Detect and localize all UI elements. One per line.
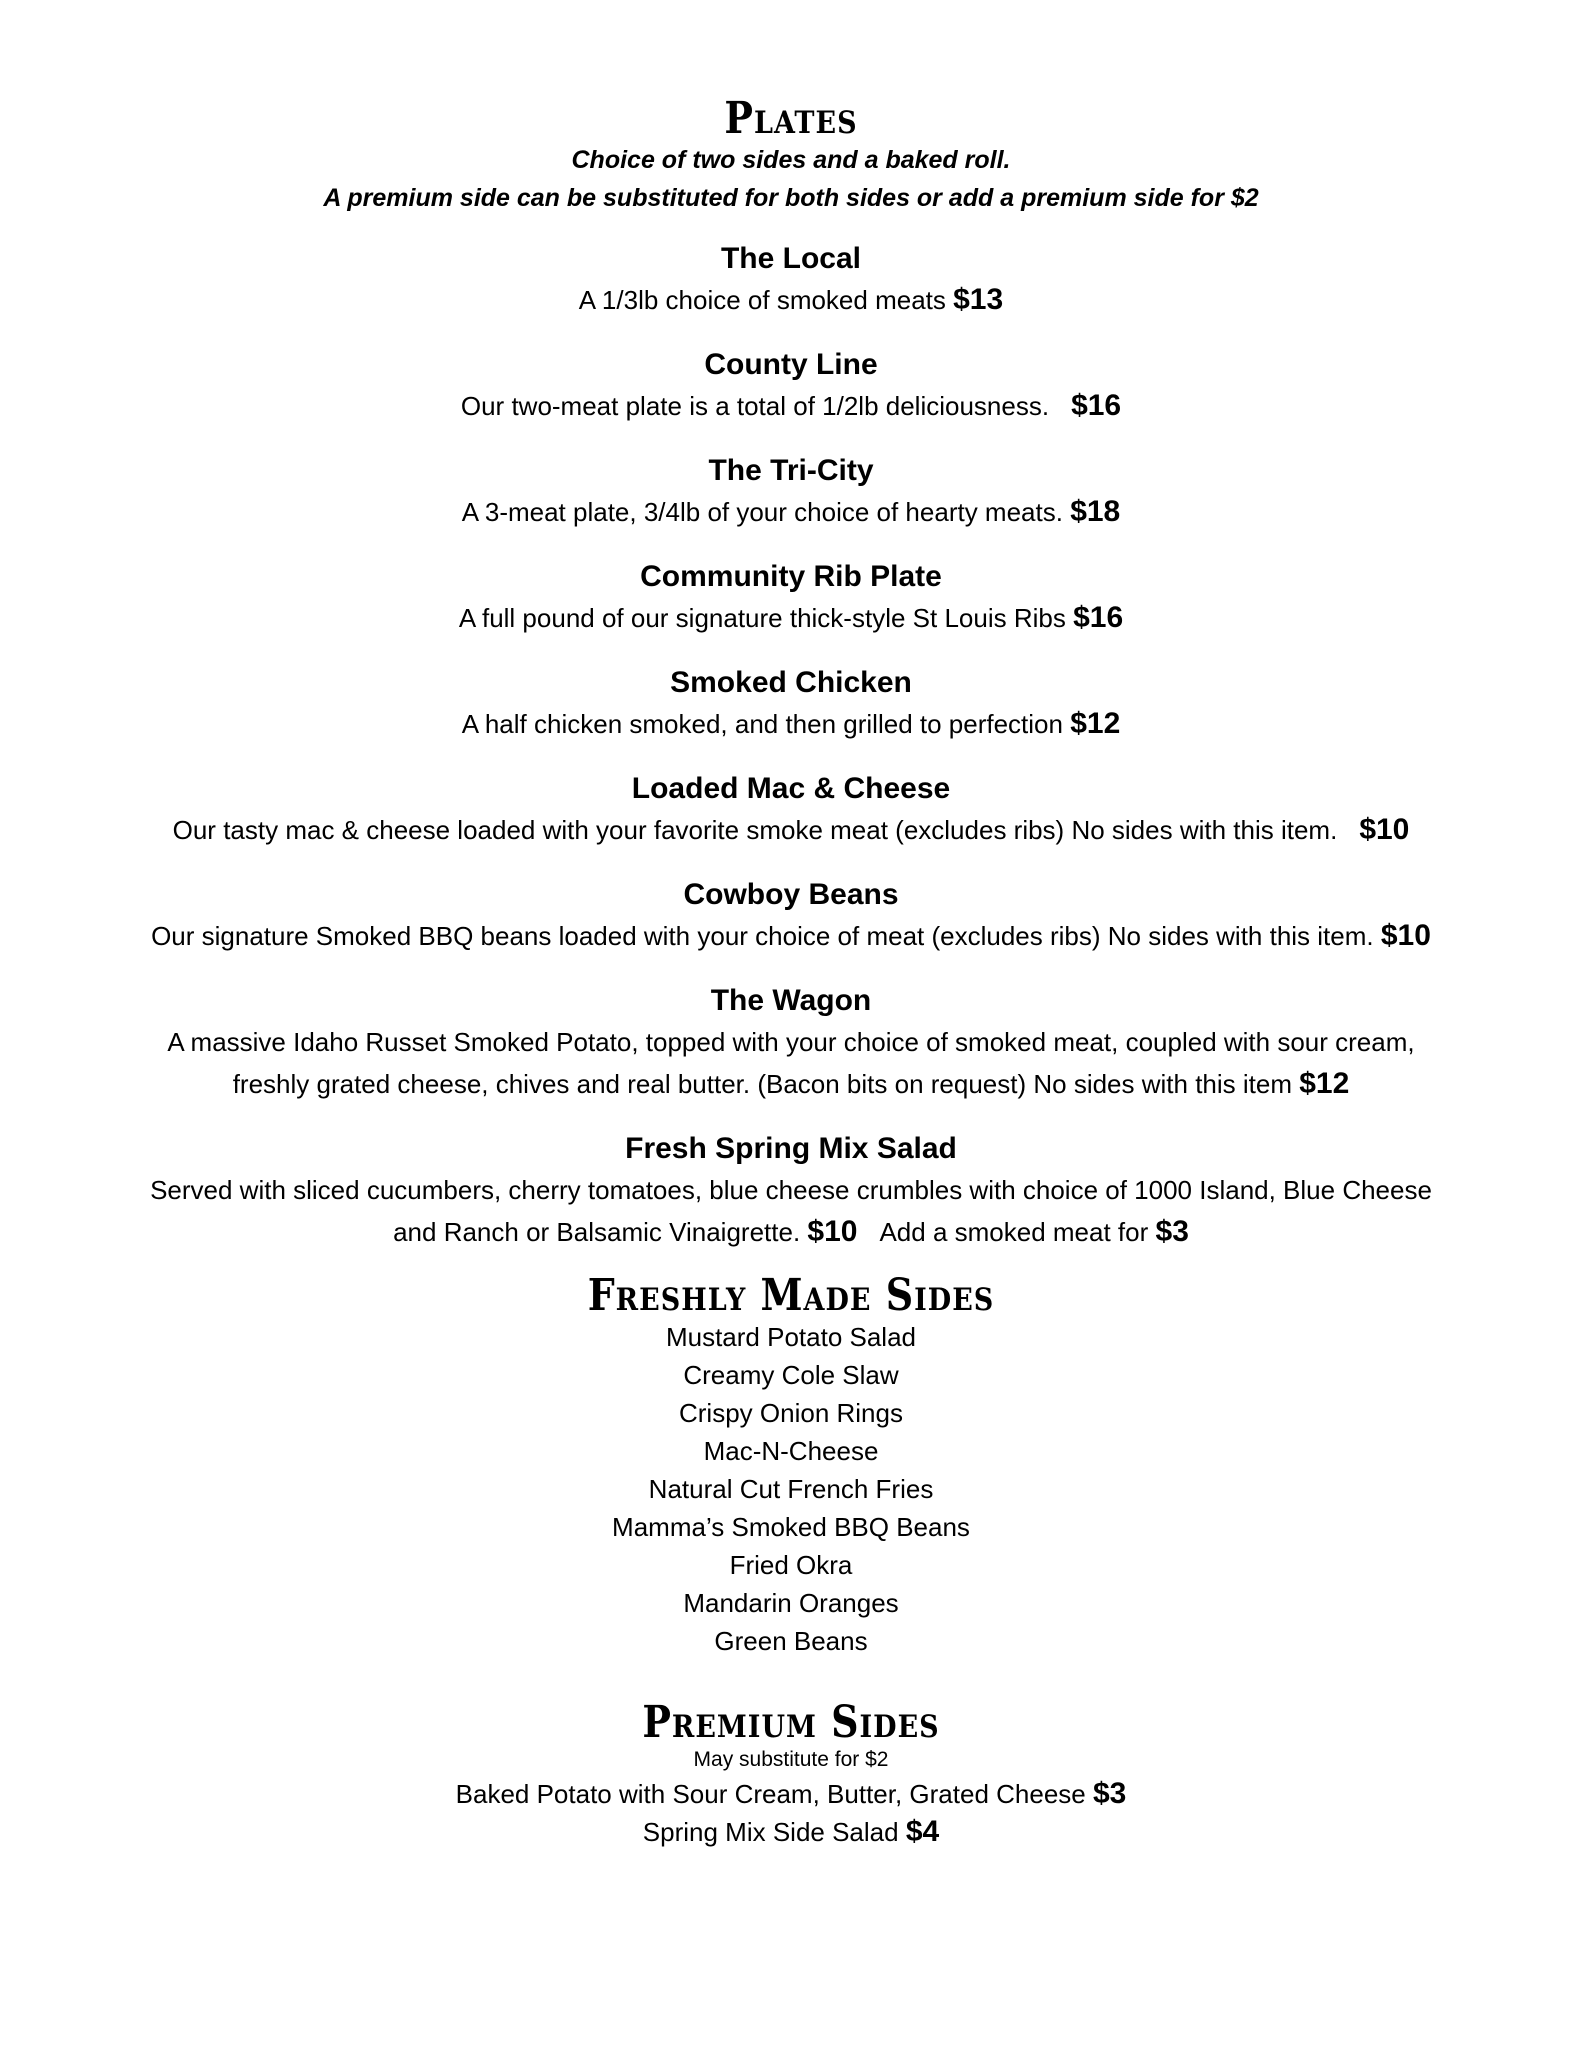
- plates-section: [0, 91, 1582, 1253]
- side-item: Crispy Onion Rings: [679, 1398, 903, 1428]
- item-name: The Wagon: [710, 984, 872, 1017]
- item-price: $12: [1070, 707, 1121, 740]
- freshly-made-sides-section: [0, 1268, 1582, 1660]
- side-item: Mandarin Oranges: [683, 1588, 899, 1618]
- item-name: Cowboy Beans: [683, 878, 899, 911]
- item-name: The Local: [720, 242, 862, 275]
- item-description: A full pound of our signature thick-style St Louis Ribs $16: [458, 601, 1124, 634]
- menu-item-the-wagon: [0, 981, 1582, 1105]
- item-price: $10: [807, 1215, 858, 1248]
- item-price: $16: [1071, 389, 1122, 422]
- item-name: Smoked Chicken: [670, 666, 912, 699]
- side-item: Mustard Potato Salad: [665, 1322, 917, 1352]
- side-item: Mamma’s Smoked BBQ Beans: [612, 1512, 970, 1542]
- item-name: Community Rib Plate: [640, 560, 942, 593]
- premium-sides-section: [0, 1695, 1582, 1851]
- side-item: Green Beans: [714, 1626, 868, 1656]
- menu-item-county-line: [0, 345, 1582, 427]
- menu-item-the-tri-city: [0, 451, 1582, 533]
- menu-item-loaded-mac-cheese: [0, 769, 1582, 851]
- item-description: Our tasty mac & cheese loaded with your favorite smoke meat (excludes ribs) No sides with this item. $10: [172, 813, 1410, 846]
- item-price: $16: [1073, 601, 1124, 634]
- item-name: Loaded Mac & Cheese: [631, 772, 951, 805]
- item-price: $12: [1299, 1067, 1350, 1100]
- item-description-line-2: and Ranch or Balsamic Vinaigrette. $10 Add a smoked meat for $3: [393, 1215, 1189, 1248]
- side-item: Natural Cut French Fries: [648, 1474, 934, 1504]
- item-description: Our two-meat plate is a total of 1/2lb deliciousness. $16: [460, 389, 1122, 422]
- addon-price: $3: [1155, 1215, 1189, 1248]
- premium-sides-heading: Premium Sides: [642, 1695, 940, 1748]
- item-description-line-2: freshly grated cheese, chives and real butter. (Bacon bits on request) No sides with this item $12: [232, 1067, 1350, 1100]
- menu-item-the-local: [0, 239, 1582, 321]
- item-description-line-1: A massive Idaho Russet Smoked Potato, topped with your choice of smoked meat, coupled with sour cream,: [167, 1027, 1415, 1057]
- item-description: A 3-meat plate, 3/4lb of your choice of hearty meats. $18: [461, 495, 1121, 528]
- plates-heading: Plates: [724, 91, 858, 144]
- sides-heading: Freshly Made Sides: [587, 1268, 995, 1321]
- plates-intro-line-1: Choice of two sides and a baked roll.: [571, 146, 1011, 174]
- item-description-line-1: Served with sliced cucumbers, cherry tomatoes, blue cheese crumbles with choice of 1000 Island, Blue Cheese: [150, 1175, 1432, 1205]
- side-item: Fried Okra: [729, 1550, 853, 1580]
- premium-price: $4: [905, 1815, 940, 1848]
- addon-text: Add a smoked meat for: [879, 1217, 1149, 1247]
- item-price: $10: [1380, 919, 1431, 952]
- item-price: $18: [1070, 495, 1121, 528]
- item-price: $13: [953, 283, 1004, 316]
- item-description: A 1/3lb choice of smoked meats $13: [578, 283, 1004, 316]
- premium-note: May substitute for $2: [693, 1748, 889, 1771]
- menu-item-fresh-spring-mix-salad: [0, 1129, 1582, 1253]
- plates-intro-line-2: A premium side can be substituted for both sides or add a premium side for $2: [323, 184, 1259, 212]
- premium-price: $3: [1092, 1777, 1127, 1810]
- item-name: County Line: [704, 348, 878, 381]
- side-item: Mac-N-Cheese: [703, 1436, 879, 1466]
- premium-side-item: Spring Mix Side Salad $4: [642, 1815, 940, 1848]
- menu-item-smoked-chicken: [0, 663, 1582, 745]
- side-item: Creamy Cole Slaw: [683, 1360, 899, 1390]
- premium-side-item: Baked Potato with Sour Cream, Butter, Grated Cheese $3: [455, 1777, 1127, 1810]
- item-description: Our signature Smoked BBQ beans loaded with your choice of meat (excludes ribs) No sides with this item. $10: [151, 919, 1431, 952]
- item-name: The Tri-City: [708, 454, 874, 487]
- item-name: Fresh Spring Mix Salad: [625, 1132, 957, 1165]
- menu-item-community-rib-plate: [0, 557, 1582, 639]
- item-price: $10: [1359, 813, 1410, 846]
- menu-item-cowboy-beans: [0, 875, 1582, 957]
- item-description: A half chicken smoked, and then grilled to perfection $12: [461, 707, 1121, 740]
